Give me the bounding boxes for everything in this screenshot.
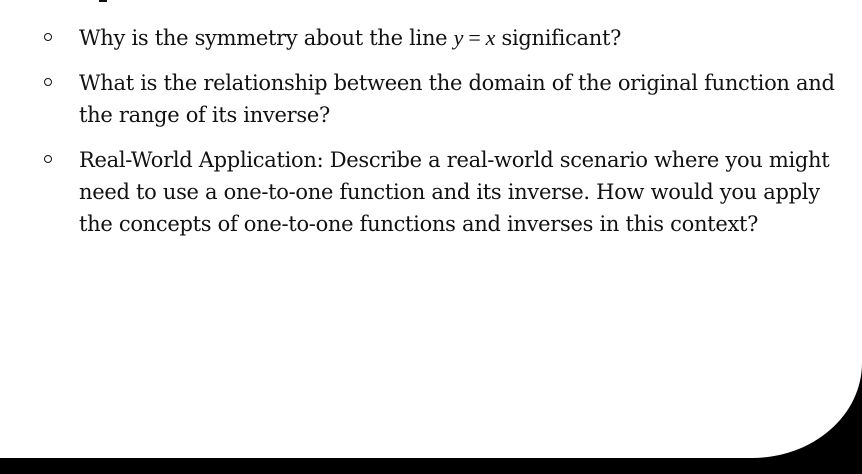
question-item-domain-range [0,67,862,131]
hollow-circle-bullet-icon [44,33,52,41]
question-text-before: Why is the symmetry about the line [79,26,454,50]
question-item-real-world [0,144,862,240]
question-item-symmetry [0,22,862,54]
question-text: Real-World Application: Describe a real-world scenario where you might need to use a one-to-one function and its inverse. How would you apply the concepts of one-to-one functions and inverses in this context? [79,148,830,236]
math-equals: = [463,25,486,50]
hollow-circle-bullet-icon [44,155,52,163]
question-list [0,22,862,253]
truncated-text-mark [99,0,107,2]
question-text: What is the relationship between the domain of the original function and the range of its inverse? [79,71,835,127]
math-var-x: x [485,25,496,50]
hollow-circle-bullet-icon [44,78,52,86]
question-text-after: significant? [495,26,622,50]
math-var-y: y [453,25,464,50]
